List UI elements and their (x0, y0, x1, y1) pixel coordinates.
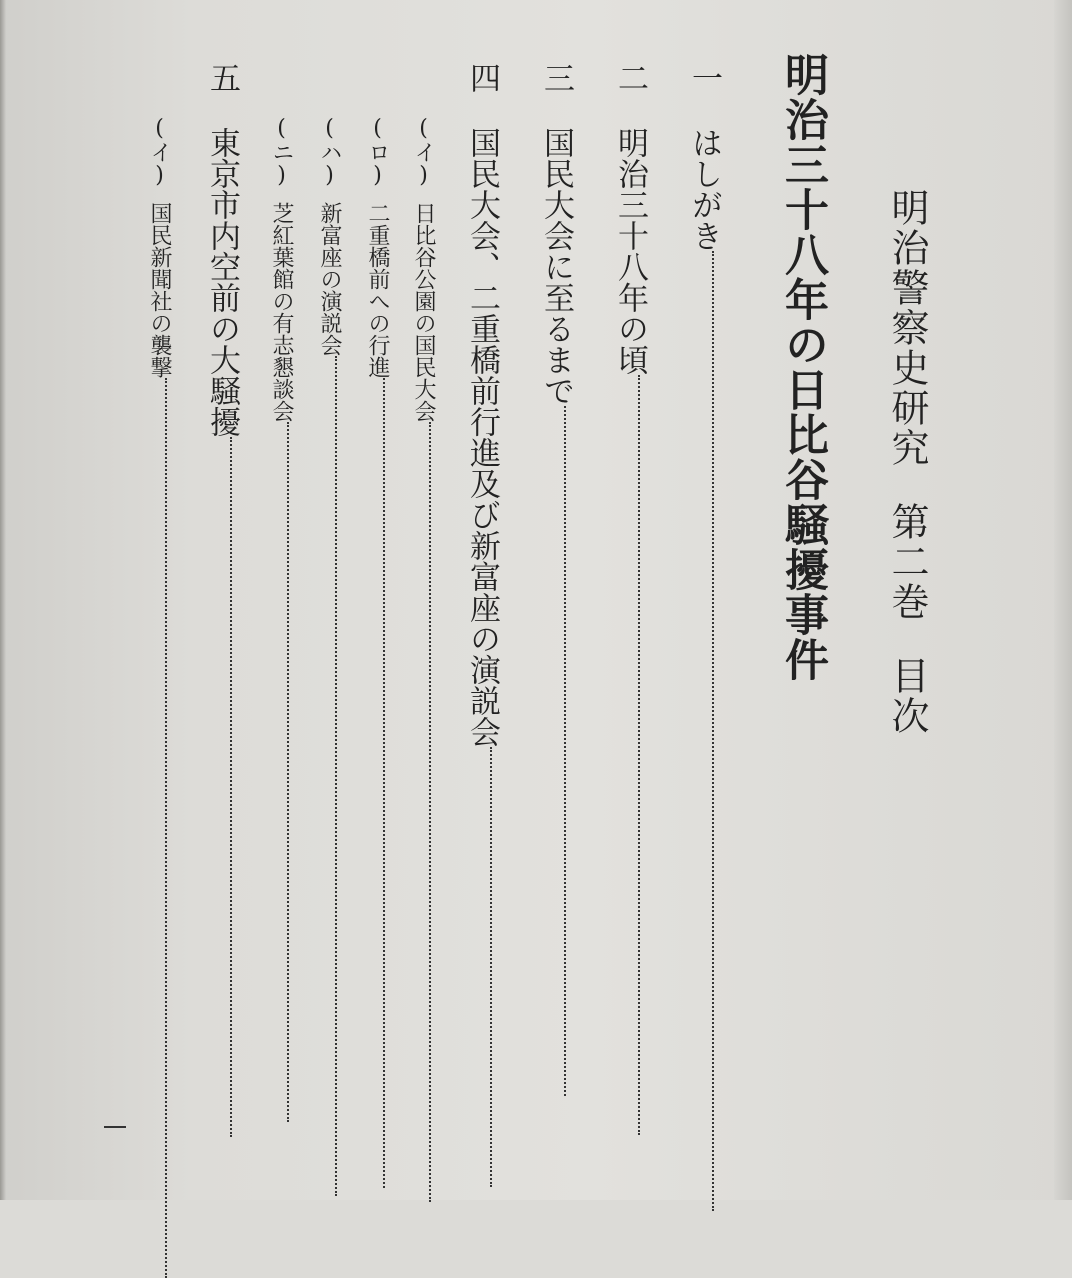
toc-entry-2[interactable] (612, 62, 648, 1200)
leader-dots (212, 437, 233, 1137)
toc-entry-title: はしがき (686, 127, 722, 251)
toc-entry-title: 国民大会、二重橋前行進及び新富座の演説会 (464, 127, 500, 747)
toc-subentry-title: 新富座の演説会 (317, 202, 342, 356)
toc-subentry-number: (ロ) (365, 116, 390, 188)
page-edge (1054, 0, 1072, 1200)
toc-entry-title: 東京市内空前の大騒擾 (204, 127, 240, 437)
toc-entry-4[interactable] (464, 62, 500, 1200)
toc-entry-number: 一 (686, 62, 722, 93)
toc-entry-5[interactable] (204, 62, 240, 1200)
toc-subentry-4a[interactable] (412, 116, 434, 1200)
toc-entry-number: 二 (612, 62, 648, 93)
toc-entry-title: 明治三十八年の頃 (612, 127, 648, 375)
leader-dots (472, 747, 493, 1187)
toc-entry-number: 四 (464, 62, 500, 93)
toc-entry-1[interactable] (686, 62, 722, 1200)
leader-dots (694, 251, 715, 1211)
toc-subentry-number: (ニ) (269, 116, 294, 188)
leader-dots (273, 422, 288, 1122)
leader-dots (620, 375, 641, 1135)
toc-subentry-number: (イ) (147, 116, 172, 188)
leader-dots (546, 406, 567, 1096)
leader-dots (151, 378, 166, 1278)
toc-subentry-title: 芝紅葉館の有志懇談会 (269, 202, 294, 422)
series-title: 明治警察史研究 (885, 188, 929, 468)
page-gutter (0, 0, 6, 1200)
toc-subentry-number: (ハ) (317, 116, 342, 188)
toc-subentry-5a[interactable] (148, 116, 170, 1200)
toc-entry-number: 五 (204, 62, 240, 93)
leader-dots (321, 356, 336, 1196)
toc-label: 目次 (885, 656, 929, 736)
chapter-title: 明治三十八年の日比谷騒擾事件 (777, 52, 828, 682)
page-number-mark (104, 1126, 126, 1128)
toc-entry-3[interactable] (538, 62, 574, 1200)
toc-entry-title: 国民大会に至るまで (538, 127, 574, 406)
series-header (885, 188, 929, 736)
toc-subentry-4b[interactable] (366, 116, 388, 1200)
toc-subentry-number: (イ) (411, 116, 436, 188)
toc-entry-number: 三 (538, 62, 574, 93)
toc-subentry-title: 二重橋前への行進 (365, 202, 390, 378)
toc-subentry-title: 日比谷公園の国民大会 (411, 202, 436, 422)
toc-subentry-title: 国民新聞社の襲撃 (147, 202, 172, 378)
leader-dots (369, 378, 384, 1188)
toc-subentry-4c[interactable] (318, 116, 340, 1200)
toc-subentry-4d[interactable] (270, 116, 292, 1200)
leader-dots (415, 422, 430, 1202)
volume-label: 第二巻 (885, 502, 929, 622)
